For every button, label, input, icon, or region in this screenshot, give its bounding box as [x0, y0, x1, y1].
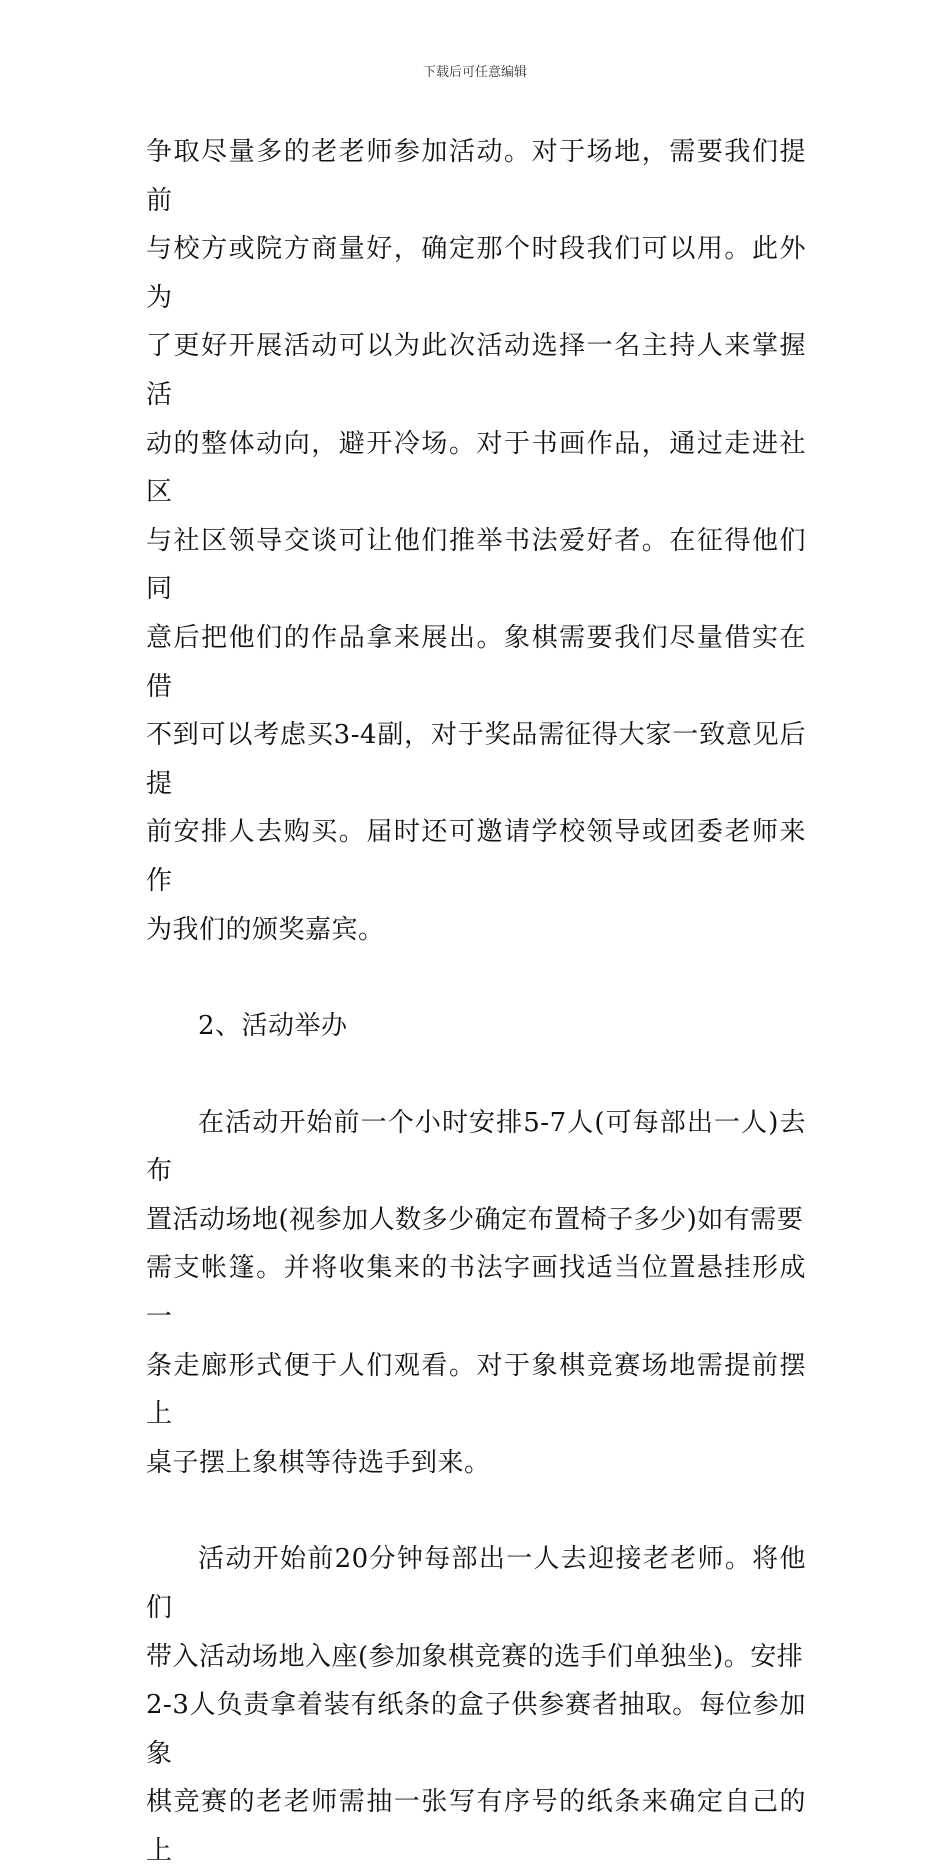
paragraph-line: 条走廊形式便于人们观看。对于象棋竞赛场地需提前摆上: [146, 1350, 806, 1430]
paragraph-line: 动的整体动向，避开冷场。对于书画作品，通过走进社区: [146, 428, 806, 508]
paragraph-line: 棋竞赛的老老师需抽一张写有序号的纸条来确定自己的上: [146, 1787, 806, 1866]
paragraph-line: 与校方或院方商量好，确定那个时段我们可以用。此外为: [146, 234, 806, 313]
paragraph-gap: [146, 1487, 806, 1535]
paragraph-line: 2-3人负责拿着装有纸条的盒子供参赛者抽取。每位参加象: [146, 1690, 806, 1769]
paragraph-line: 为我们的颁奖嘉宾。: [146, 914, 385, 945]
paragraph-line: 置活动场地(视参加人数多少确定布置椅子多少)如有需要: [146, 1204, 804, 1235]
document-body: [146, 128, 806, 1876]
paragraph-line: 了更好开展活动可以为此次活动选择一名主持人来掌握活: [146, 331, 806, 410]
paragraph-line: 桌子摆上象棋等待选手到来。: [146, 1447, 491, 1478]
paragraph-line: 带入活动场地入座(参加象棋竞赛的选手们单独坐)。安排: [146, 1641, 804, 1672]
paragraph-line: 前安排人去购买。届时还可邀请学校领导或团委老师来作: [146, 817, 806, 896]
paragraph-line: 意后把他们的作品拿来展出。象棋需要我们尽量借实在借: [146, 622, 806, 702]
section-heading: [146, 1002, 806, 1051]
paragraph-preparation: [146, 128, 806, 954]
section-heading-text: 2、活动举办: [198, 1011, 348, 1042]
paragraph-gap: [146, 954, 806, 1002]
header-text: 下载后可任意编辑: [422, 65, 527, 80]
paragraph-line: 需支帐篷。并将收集来的书法字画找适当位置悬挂形成一: [146, 1253, 806, 1333]
paragraph-reception: [146, 1535, 806, 1875]
paragraph-line: 在活动开始前一个小时安排5-7人(可每部出一人)去布: [146, 1107, 806, 1187]
paragraph-line: 不到可以考虑买3-4副，对于奖品需征得大家一致意见后提: [146, 720, 806, 799]
paragraph-gap: [146, 1051, 806, 1099]
paragraph-line: 争取尽量多的老老师参加活动。对于场地，需要我们提前: [146, 137, 806, 216]
paragraph-line: 与社区领导交谈可让他们推举书法爱好者。在征得他们同: [146, 525, 806, 605]
paragraph-line: 活动开始前20分钟每部出一人去迎接老老师。将他们: [146, 1544, 806, 1624]
page-header: [0, 64, 950, 82]
paragraph-setup: [146, 1099, 806, 1488]
